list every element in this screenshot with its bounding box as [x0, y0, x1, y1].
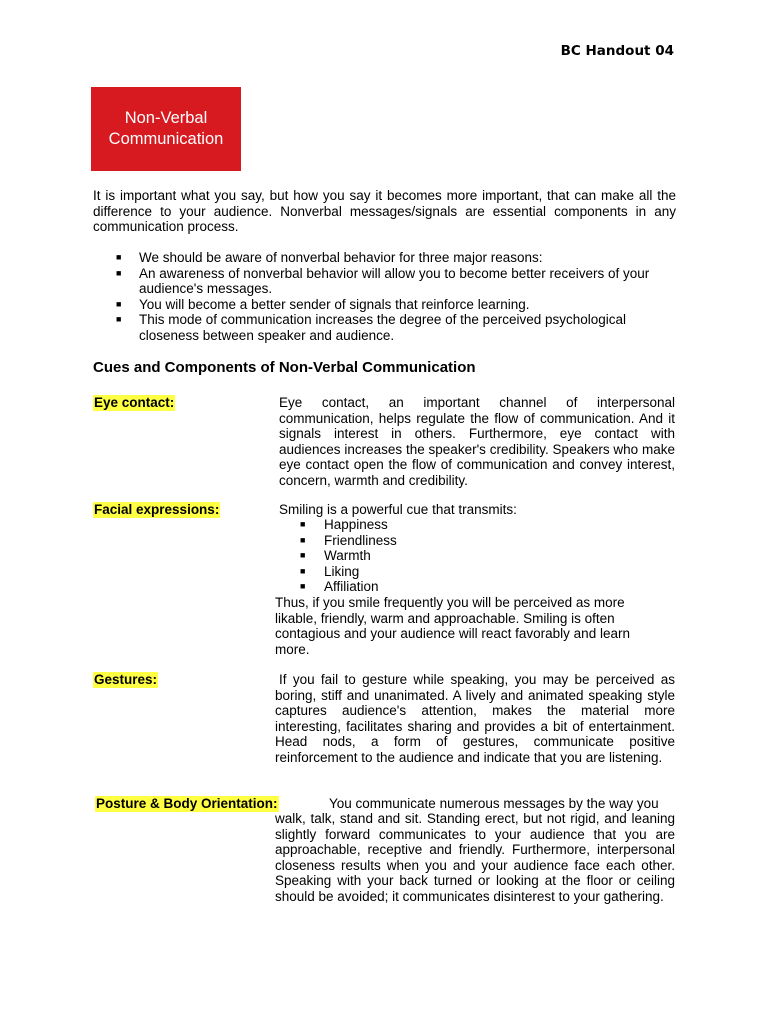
- posture-first-line: You communicate numerous messages by the way you: [329, 796, 659, 811]
- list-item: ■ Liking: [300, 563, 360, 579]
- facial-expressions-outro: Thus, if you smile frequently you will be perceived as more likable, friendly, warm and approachable. Smiling is often contagious and your audience will react favorably and learn more.: [275, 595, 630, 657]
- bullet-icon: ■: [116, 298, 122, 309]
- gestures-label: Gestures:: [94, 672, 158, 687]
- posture-label: Posture & Body Orientation:: [96, 796, 278, 811]
- eye-contact-label: Eye contact:: [94, 395, 175, 410]
- title-line-2: Communication: [108, 130, 224, 148]
- title-line-1: Non-Verbal: [124, 109, 208, 127]
- bullet-icon: ■: [300, 565, 306, 576]
- posture-text: walk, talk, stand and sit. Standing erect, but not rigid, and leaning slightly forward communicates to your audience that you are approachable, receptive and friendly. Furthermore, interpersonal closeness results when you and your audience face each other. Speaking with your back turned or looking at the floor or ceiling should be avoided; it communicates disinterest to your gathering.: [275, 811, 675, 904]
- list-item: ■ Affiliation: [300, 579, 379, 594]
- intro-paragraph: It is important what you say, but how you say it becomes more important, that can make all the difference to your audience. Nonverbal messages/signals are essential components in any communication process.: [93, 188, 676, 234]
- facial-expressions-intro: Smiling is a powerful cue that transmits:: [279, 502, 517, 517]
- bullet-icon: ■: [116, 267, 122, 278]
- handout-label: BC Handout 04: [560, 43, 674, 59]
- section-heading: Cues and Components of Non-Verbal Communication: [93, 359, 476, 376]
- title-box: [91, 87, 241, 171]
- list-item: ■ You will become a better sender of signals that reinforce learning.: [116, 296, 530, 312]
- reasons-list: [116, 250, 676, 343]
- list-item: ■ Friendliness: [300, 532, 397, 548]
- bullet-icon: ■: [116, 314, 122, 324]
- bullet-icon: ■: [300, 581, 306, 591]
- smile-cues-list: [279, 517, 675, 595]
- bullet-icon: ■: [116, 252, 122, 262]
- list-item: ■ We should be aware of nonverbal behavior for three major reasons:: [116, 250, 543, 265]
- list-item: ■ Happiness: [300, 517, 388, 532]
- bullet-icon: ■: [300, 519, 306, 529]
- bullet-icon: ■: [300, 550, 306, 560]
- facial-expressions-label: Facial expressions:: [94, 502, 220, 517]
- eye-contact-text: Eye contact, an important channel of interpersonal communication, helps regulate the flow of communication. And it signals interest in others. Furthermore, eye contact with audiences increases the speaker's credibility. Speakers who make eye contact open the flow of communication and convey interest, concern, warmth and credibility.: [279, 395, 675, 488]
- gestures-text: If you fail to gesture while speaking, you may be perceived as boring, stiff and unanimated. A lively and animated speaking style captures audience's attention, makes the material more interesting, facilitates sharing and provides a bit of entertainment. Head nods, a form of gestures, communicate positive reinforcement to the audience and indicate that you are listening.: [275, 672, 675, 765]
- bullet-icon: ■: [300, 534, 306, 545]
- list-item: ■ Warmth: [300, 548, 371, 563]
- list-item: ■ This mode of communication increases the degree of the perceived psychological closeness between speaker and audience.: [116, 312, 627, 343]
- list-item: ■ An awareness of nonverbal behavior will allow you to become better receivers of your audience's messages.: [116, 265, 650, 296]
